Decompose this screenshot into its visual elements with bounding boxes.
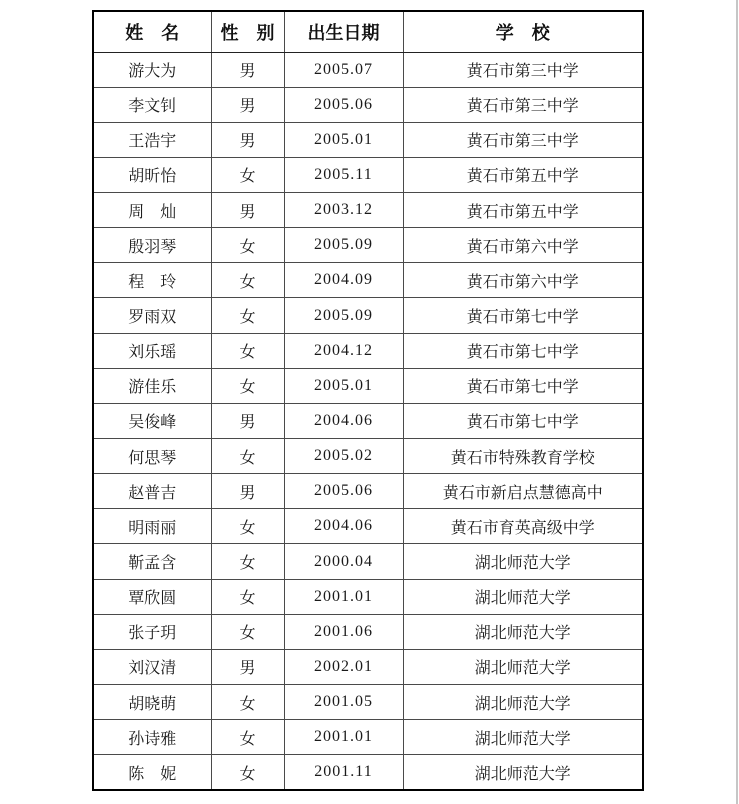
- gender-cell: 女: [211, 720, 284, 755]
- name-cell: 罗雨双: [93, 298, 211, 333]
- gender-cell: 男: [211, 649, 284, 684]
- table-row: [93, 333, 643, 368]
- header-cell-gender: 性 别: [211, 11, 284, 52]
- gender-cell: 女: [211, 509, 284, 544]
- table-row: [93, 263, 643, 298]
- page-edge-line: [736, 0, 738, 804]
- school-cell: 黄石市第六中学: [403, 228, 643, 263]
- birthdate-cell: 2001.01: [284, 579, 403, 614]
- school-cell: 湖北师范大学: [403, 544, 643, 579]
- name-cell: 王浩宇: [93, 122, 211, 157]
- gender-cell: 男: [211, 52, 284, 87]
- school-cell: 黄石市新启点慧德高中: [403, 474, 643, 509]
- gender-cell: 女: [211, 685, 284, 720]
- table-row: [93, 439, 643, 474]
- table-row: [93, 649, 643, 684]
- birthdate-cell: 2005.02: [284, 439, 403, 474]
- name-cell: 胡昕怡: [93, 157, 211, 192]
- gender-cell: 男: [211, 193, 284, 228]
- school-cell: 湖北师范大学: [403, 614, 643, 649]
- birthdate-cell: 2001.11: [284, 755, 403, 790]
- school-cell: 湖北师范大学: [403, 755, 643, 790]
- gender-cell: 女: [211, 614, 284, 649]
- gender-cell: 男: [211, 87, 284, 122]
- gender-cell: 女: [211, 298, 284, 333]
- table-row: [93, 228, 643, 263]
- birthdate-cell: 2005.06: [284, 474, 403, 509]
- gender-cell: 女: [211, 263, 284, 298]
- gender-cell: 女: [211, 228, 284, 263]
- name-cell: 周 灿: [93, 193, 211, 228]
- school-cell: 黄石市特殊教育学校: [403, 439, 643, 474]
- school-cell: 湖北师范大学: [403, 720, 643, 755]
- table-row: [93, 298, 643, 333]
- school-cell: 黄石市第七中学: [403, 368, 643, 403]
- gender-cell: 男: [211, 474, 284, 509]
- school-cell: 黄石市第七中学: [403, 403, 643, 438]
- table-header-row: [93, 11, 643, 52]
- table-row: [93, 368, 643, 403]
- name-cell: 吴俊峰: [93, 403, 211, 438]
- school-cell: 黄石市第三中学: [403, 87, 643, 122]
- table-row: [93, 403, 643, 438]
- school-cell: 黄石市第五中学: [403, 193, 643, 228]
- table-row: [93, 122, 643, 157]
- birthdate-cell: 2005.09: [284, 298, 403, 333]
- table-row: [93, 685, 643, 720]
- table-row: [93, 544, 643, 579]
- name-cell: 游大为: [93, 52, 211, 87]
- birthdate-cell: 2005.07: [284, 52, 403, 87]
- table-row: [93, 579, 643, 614]
- school-cell: 湖北师范大学: [403, 649, 643, 684]
- name-cell: 李文钊: [93, 87, 211, 122]
- name-cell: 殷羽琴: [93, 228, 211, 263]
- birthdate-cell: 2005.01: [284, 122, 403, 157]
- gender-cell: 女: [211, 368, 284, 403]
- table-row: [93, 157, 643, 192]
- birthdate-cell: 2000.04: [284, 544, 403, 579]
- birthdate-cell: 2001.05: [284, 685, 403, 720]
- name-cell: 张子玥: [93, 614, 211, 649]
- gender-cell: 女: [211, 157, 284, 192]
- header-cell-school: 学 校: [403, 11, 643, 52]
- gender-cell: 男: [211, 403, 284, 438]
- gender-cell: 女: [211, 579, 284, 614]
- name-cell: 靳孟含: [93, 544, 211, 579]
- school-cell: 湖北师范大学: [403, 685, 643, 720]
- birthdate-cell: 2001.01: [284, 720, 403, 755]
- birthdate-cell: 2004.09: [284, 263, 403, 298]
- gender-cell: 女: [211, 333, 284, 368]
- birthdate-cell: 2001.06: [284, 614, 403, 649]
- name-cell: 赵普吉: [93, 474, 211, 509]
- school-cell: 黄石市第七中学: [403, 298, 643, 333]
- name-cell: 明雨丽: [93, 509, 211, 544]
- name-cell: 刘乐瑶: [93, 333, 211, 368]
- birthdate-cell: 2005.09: [284, 228, 403, 263]
- school-cell: 湖北师范大学: [403, 579, 643, 614]
- birthdate-cell: 2004.06: [284, 509, 403, 544]
- table-row: [93, 755, 643, 790]
- name-cell: 覃欣圆: [93, 579, 211, 614]
- birthdate-cell: 2005.06: [284, 87, 403, 122]
- name-cell: 程 玲: [93, 263, 211, 298]
- birthdate-cell: 2002.01: [284, 649, 403, 684]
- school-cell: 黄石市第七中学: [403, 333, 643, 368]
- name-cell: 游佳乐: [93, 368, 211, 403]
- name-cell: 陈 妮: [93, 755, 211, 790]
- table-row: [93, 52, 643, 87]
- school-cell: 黄石市第五中学: [403, 157, 643, 192]
- gender-cell: 女: [211, 544, 284, 579]
- header-cell-name: 姓 名: [93, 11, 211, 52]
- table-row: [93, 474, 643, 509]
- gender-cell: 女: [211, 439, 284, 474]
- birthdate-cell: 2003.12: [284, 193, 403, 228]
- name-cell: 何思琴: [93, 439, 211, 474]
- name-cell: 刘汉清: [93, 649, 211, 684]
- table-row: [93, 614, 643, 649]
- school-cell: 黄石市第三中学: [403, 52, 643, 87]
- school-cell: 黄石市第六中学: [403, 263, 643, 298]
- table-row: [93, 720, 643, 755]
- birthdate-cell: 2004.06: [284, 403, 403, 438]
- gender-cell: 女: [211, 755, 284, 790]
- name-cell: 孙诗雅: [93, 720, 211, 755]
- school-cell: 黄石市育英高级中学: [403, 509, 643, 544]
- birthdate-cell: 2005.11: [284, 157, 403, 192]
- gender-cell: 男: [211, 122, 284, 157]
- school-cell: 黄石市第三中学: [403, 122, 643, 157]
- name-cell: 胡晓萌: [93, 685, 211, 720]
- student-roster-table: [92, 10, 644, 791]
- table-row: [93, 87, 643, 122]
- table-row: [93, 193, 643, 228]
- birthdate-cell: 2005.01: [284, 368, 403, 403]
- header-cell-birthdate: 出生日期: [284, 11, 403, 52]
- birthdate-cell: 2004.12: [284, 333, 403, 368]
- table-row: [93, 509, 643, 544]
